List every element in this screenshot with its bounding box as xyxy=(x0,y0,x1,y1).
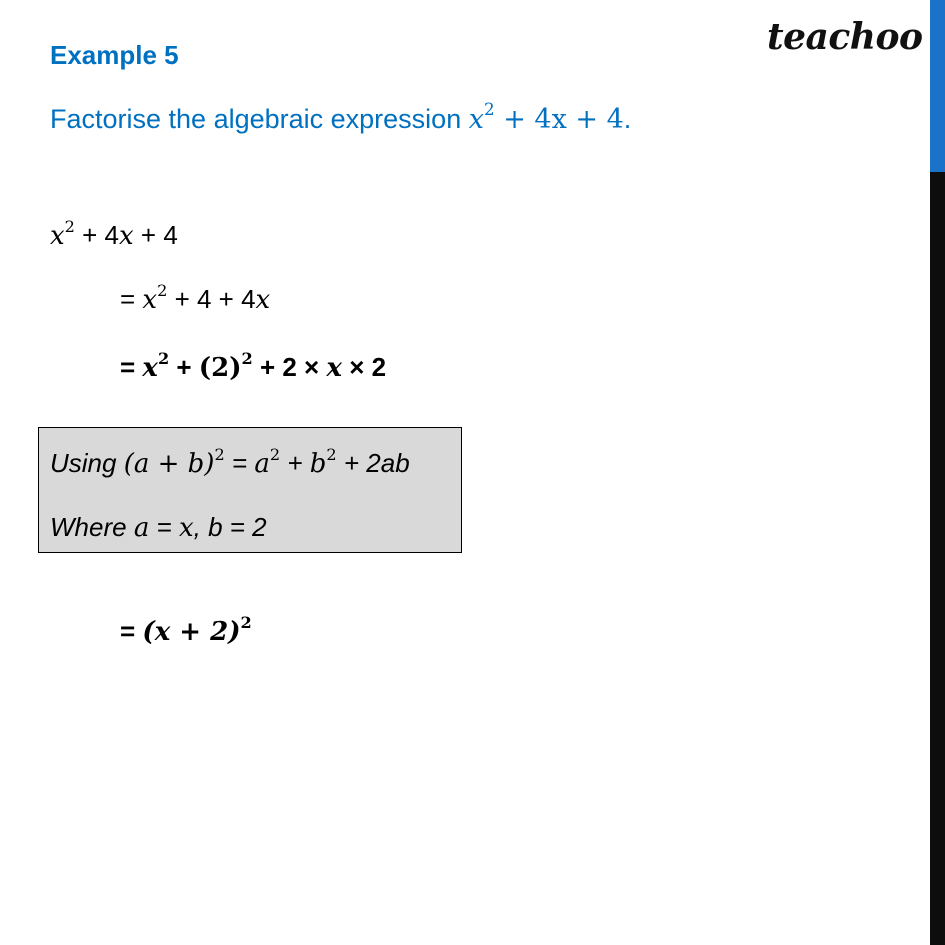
step-3-plus: + xyxy=(169,352,199,382)
step-2 xyxy=(120,280,271,315)
question-text xyxy=(50,99,632,135)
step-3-paren: (2) xyxy=(198,353,242,383)
step-3-exponent-2: 2 xyxy=(241,348,253,368)
step-1-x: x xyxy=(50,221,65,251)
step-3-x2: x xyxy=(326,353,342,383)
hint-b: b xyxy=(309,449,327,479)
hint-eq2: = xyxy=(149,512,179,542)
example-heading: Example 5 xyxy=(50,40,179,70)
hint-lhs: (a + b) xyxy=(123,449,215,479)
hint-a: a xyxy=(254,449,270,479)
step-3-x: x xyxy=(142,353,158,383)
step-4-eq: = xyxy=(120,616,143,646)
step-3-eq: = xyxy=(120,352,143,382)
hint-line-2 xyxy=(50,512,267,543)
step-4-expr: (x + 2) xyxy=(142,617,241,647)
hint-eq: = xyxy=(224,448,255,478)
scrollbar-track[interactable] xyxy=(930,0,945,945)
step-3-exponent: 2 xyxy=(157,348,170,368)
hint-tail: + 2ab xyxy=(336,448,410,478)
hint-exp-1: 2 xyxy=(214,444,225,464)
step-1-x2: x xyxy=(119,221,134,251)
step-2-eq: = xyxy=(120,284,143,314)
step-2-x: x xyxy=(142,285,158,315)
hint-a2: a xyxy=(133,513,150,543)
hint-x: x xyxy=(178,513,194,543)
question-exponent: 2 xyxy=(483,99,495,120)
step-2-mid: + 4 + 4 xyxy=(167,284,256,314)
question-rest: + 4x + 4 xyxy=(494,104,624,135)
hint-line-1 xyxy=(50,444,410,479)
hint-exp-3: 2 xyxy=(326,444,337,464)
step-2-exponent: 2 xyxy=(157,280,168,300)
hint-using: Using xyxy=(50,448,124,478)
question-lead: Factorise the algebraic expression xyxy=(50,104,469,134)
hint-exp-2: 2 xyxy=(269,444,281,464)
hint-where: Where xyxy=(50,512,134,542)
step-1 xyxy=(50,216,178,251)
step-3 xyxy=(120,348,387,383)
scrollbar-thumb[interactable] xyxy=(930,0,945,172)
hint-comma: , b = 2 xyxy=(193,512,267,542)
question-x: x xyxy=(468,104,484,135)
step-2-x2: x xyxy=(255,285,271,315)
step-1-mid: + 4 xyxy=(74,220,120,250)
step-1-end: + 4 xyxy=(133,220,178,250)
teachoo-logo: teachoo xyxy=(767,16,923,58)
hint-plus: + xyxy=(280,448,310,478)
question-period: . xyxy=(623,104,632,134)
step-3-end: × 2 xyxy=(341,352,387,382)
step-3-times: + 2 × xyxy=(252,352,327,382)
step-4-answer xyxy=(120,612,252,647)
formula-hint-box xyxy=(38,427,462,553)
step-4-exponent: 2 xyxy=(240,612,252,632)
step-1-exponent: 2 xyxy=(64,216,75,236)
